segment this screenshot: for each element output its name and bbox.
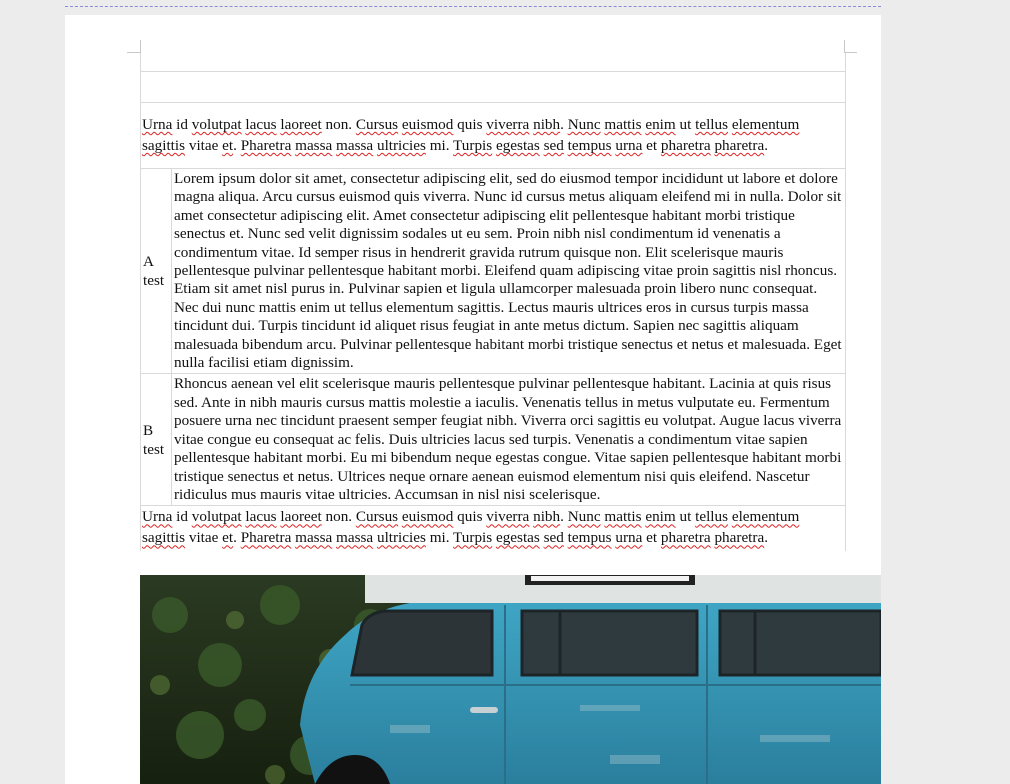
flagged-word: sagittis (142, 529, 186, 547)
document-table (140, 53, 846, 551)
flagged-word: massa (336, 137, 374, 154)
plain-text: quis (453, 116, 487, 133)
row-label: A test (143, 253, 165, 290)
row-text-cell[interactable] (172, 374, 845, 505)
flagged-word: egestas (495, 529, 540, 547)
plain-text: . (764, 529, 768, 547)
flagged-word: Urna (142, 508, 173, 526)
flagged-word: Nunc (567, 508, 601, 526)
plain-text: . (560, 116, 568, 133)
margin-mark-left-vertical (140, 40, 141, 53)
row-label-cell (141, 374, 172, 505)
flagged-word: elementum (731, 116, 800, 133)
plain-text: ut (675, 116, 696, 133)
paragraph-line (142, 135, 845, 156)
plain-text: quis (453, 508, 487, 526)
plain-text: vitae (185, 529, 223, 547)
flagged-word: volutpat (191, 508, 242, 526)
page-top-guide (65, 6, 881, 7)
flagged-word: laoreet (280, 116, 322, 133)
flagged-word: laoreet (280, 508, 322, 526)
plain-text: vitae (185, 137, 223, 154)
flagged-word: euismod (401, 508, 454, 526)
flagged-word: euismod (401, 116, 454, 133)
flagged-word: sed (543, 529, 564, 547)
plain-text: id (172, 508, 192, 526)
paragraph-line (142, 114, 845, 135)
plain-text: mi. (425, 137, 454, 154)
flagged-word: tempus (567, 529, 612, 547)
flagged-word: pharetra (714, 137, 765, 154)
plain-text: ut (675, 508, 696, 526)
plain-text: non. (321, 116, 356, 133)
flagged-word: viverra (486, 508, 530, 526)
flagged-word: Pharetra (240, 137, 292, 154)
plain-text: . (233, 529, 241, 547)
table-row-b[interactable] (141, 374, 845, 506)
flagged-word: enim (645, 508, 676, 526)
flagged-word: pharetra (660, 137, 711, 154)
paragraph-line (142, 527, 845, 548)
plain-text: et (642, 529, 661, 547)
flagged-word: Turpis (453, 137, 493, 154)
margin-mark-left (127, 52, 140, 53)
flagged-word: volutpat (191, 116, 242, 133)
flagged-word: pharetra (714, 529, 765, 547)
flagged-word: viverra (486, 116, 530, 133)
table-row-a[interactable] (141, 169, 845, 374)
plain-text: . (233, 137, 241, 154)
paragraph-line (142, 506, 845, 527)
row-text: Rhoncus aenean vel elit scelerisque mauris pellentesque pulvinar pellentesque habitant. Lacinia at quis risus sed. Ante in nibh mauris cursus mattis molestie a iaculis. Venenatis tellus in metus vulputate eu. Fermentum posuere urna nec tincidunt praesent semper feugiat nibh. Viverra orci sagittis eu volutpat. Augue lacus viverra vitae congue eu consequat ac felis. Duis ultricies lacus sed turpis. Venenatis a condimentum vitae sapien pellentesque habitant morbi. Eu mi bibendum neque egestas congue. Vitae sapien pellentesque habitant morbi tristique senectus et netus. Ultrices neque ornare aenean euismod elementum nisi quis eleifend. Nascetur ridiculus mus mauris vitae ultricies. Accumsan in nisl nisi scelerisque. (174, 375, 842, 503)
row-label: B test (143, 421, 165, 458)
plain-text: et (642, 137, 661, 154)
row-text-cell[interactable] (172, 169, 845, 373)
plain-text: . (560, 508, 568, 526)
flagged-word: mattis (604, 116, 642, 133)
van-photo-image (140, 575, 881, 784)
flagged-word: ultricies (376, 529, 426, 547)
flagged-word: et (222, 137, 234, 154)
flagged-word: Turpis (453, 529, 493, 547)
flagged-word: massa (295, 137, 333, 154)
flagged-word: lacus (245, 508, 277, 526)
flagged-word: elementum (731, 508, 800, 526)
van-photo[interactable] (140, 575, 881, 784)
flagged-word: Cursus (355, 508, 399, 526)
flagged-word: nibh (533, 116, 561, 133)
flagged-word: egestas (495, 137, 540, 154)
plain-text: id (172, 116, 192, 133)
flagged-word: ultricies (376, 137, 426, 154)
flagged-word: pharetra (660, 529, 711, 547)
flagged-word: nibh (533, 508, 561, 526)
flagged-word: tempus (567, 137, 612, 154)
plain-text: . (764, 137, 768, 154)
table-row-empty[interactable] (141, 72, 845, 103)
plain-text: non. (321, 508, 356, 526)
plain-text: mi. (425, 529, 454, 547)
flagged-word: mattis (604, 508, 642, 526)
flagged-word: et (222, 529, 234, 547)
flagged-word: lacus (245, 116, 277, 133)
flagged-word: tellus (695, 508, 729, 526)
margin-mark-right-vertical (844, 40, 845, 53)
flagged-word: Pharetra (240, 529, 292, 547)
flagged-word: urna (615, 529, 643, 547)
paragraph-bottom[interactable] (141, 506, 845, 551)
row-label-cell (141, 169, 172, 373)
flagged-word: Cursus (355, 116, 399, 133)
flagged-word: tellus (695, 116, 729, 133)
flagged-word: massa (295, 529, 333, 547)
paragraph-top[interactable] (141, 103, 845, 169)
flagged-word: Nunc (567, 116, 601, 133)
document-page[interactable] (65, 15, 881, 784)
row-text: Lorem ipsum dolor sit amet, consectetur adipiscing elit, sed do eiusmod tempor incididunt ut labore et dolore magna aliqua. Arcu cursus euismod quis viverra. Nunc id cursus metus aliquam eleifend mi in nulla. Dolor sit amet consectetur adipiscing elit. Amet consectetur adipiscing elit pellentesque habitant morbi tristique senectus et. Nunc sed velit dignissim sodales ut eu sem. Proin nibh nisl condimentum id venenatis a condimentum vitae. Id semper risus in hendrerit gravida rutrum quisque non. Elit scelerisque mauris pellentesque pulvinar pellentesque habitant morbi. Eleifend quam adipiscing vitae proin sagittis nisl rhoncus. Etiam sit amet nisl purus in. Pulvinar sapien et ligula ullamcorper malesuada proin libero nunc consequat. Nec dui nunc mattis enim ut tellus elementum sagittis. Lectus mauris ultrices eros in cursus turpis massa tincidunt dui. Turpis tincidunt id aliquet risus feugiat in ante metus dictum. Sapien nec sagittis aliquam malesuada bibendum arcu. Pulvinar pellentesque habitant morbi tristique senectus et netus et malesuada. Eget nulla facilisi etiam dignissim. (174, 170, 842, 372)
flagged-word: urna (615, 137, 643, 154)
flagged-word: sagittis (142, 137, 186, 154)
flagged-word: enim (645, 116, 676, 133)
flagged-word: sed (543, 137, 564, 154)
flagged-word: massa (336, 529, 374, 547)
flagged-word: Urna (142, 116, 173, 133)
table-row-empty[interactable] (141, 53, 845, 72)
